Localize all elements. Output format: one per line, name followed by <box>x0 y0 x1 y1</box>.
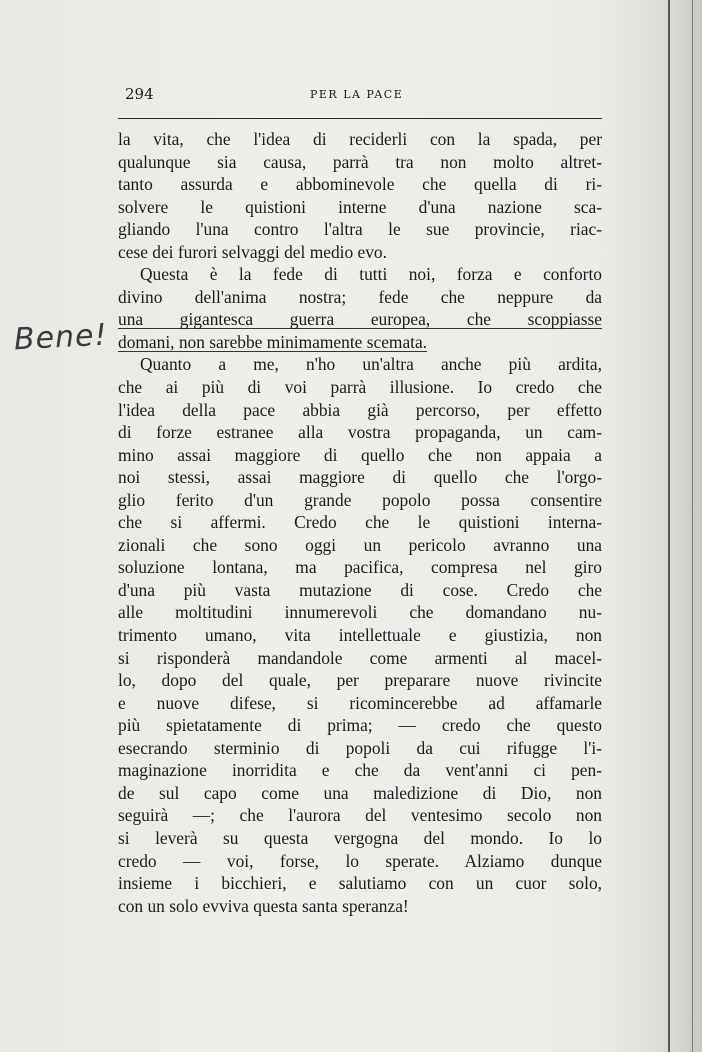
text-line: noi stessi, assai maggiore di quello che l'orgo- <box>118 467 602 488</box>
text-line: gliando l'una contro l'altra le sue provincie, riac- <box>118 219 602 240</box>
text-line: zionali che sono oggi un pericolo avranno una <box>118 534 602 555</box>
text-line: credo — voi, forse, lo sperate. Alziamo dunque <box>118 850 602 871</box>
text-line: la vita, che l'idea di reciderli con la spada, per <box>118 129 602 149</box>
text-line: che ai più di voi parrà illusione. Io credo che <box>118 377 602 398</box>
text-line: e nuove difese, si ricomincerebbe ad affamarle <box>118 692 602 713</box>
body-text <box>118 128 602 917</box>
text-line: maginazione inorridita e che da vent'anni ci pen- <box>118 760 602 781</box>
text-line: esecrando sterminio di popoli da cui rifugge l'i- <box>118 737 602 758</box>
text-line: Quanto a me, n'ho un'altra anche più ardita, <box>140 354 602 375</box>
running-title: PER LA PACE <box>310 88 404 101</box>
page-number: 294 <box>125 85 154 103</box>
page-header <box>125 85 600 109</box>
text-line: glio ferito d'un grande popolo possa consentire <box>118 489 602 510</box>
text-line: solvere le quistioni interne d'una nazione sca- <box>118 196 602 217</box>
underlined-text-line: domani, non sarebbe minimamente scemata. <box>118 331 428 352</box>
text-line: d'una più vasta mutazione di cose. Credo che <box>118 579 602 600</box>
text-line: mino assai maggiore di quello che non appaia a <box>118 444 602 465</box>
header-rule <box>118 118 602 119</box>
text-line: alle moltitudini innumerevoli che domandano nu- <box>118 602 602 623</box>
page-edge-shadow <box>668 0 670 1052</box>
handwritten-margin-note: Bene! <box>13 317 109 358</box>
text-line: più spietatamente di prima; — credo che questo <box>118 715 602 736</box>
text-line: che si affermi. Credo che le quistioni interna- <box>118 512 602 533</box>
text-line: qualunque sia causa, parrà tra non molto altret- <box>118 151 602 172</box>
text-line: si risponderà mandandole come armenti al macel- <box>118 647 602 668</box>
text-line: trimento umano, vita intellettuale e giustizia, non <box>118 625 602 646</box>
text-line: soluzione lontana, ma pacifica, compresa nel giro <box>118 557 602 578</box>
text-line: tanto assurda e abbominevole che quella di ri- <box>118 174 602 195</box>
text-line: insieme i bicchieri, e salutiamo con un cuor solo, <box>118 873 602 894</box>
text-line: divino dell'anima nostra; fede che neppure da <box>118 286 602 307</box>
text-line: si leverà su questa vergogna del mondo. Io lo <box>118 827 602 848</box>
text-line: di forze estranee alla vostra propaganda, un cam- <box>118 422 602 443</box>
page-edge-line <box>692 0 693 1052</box>
text-line: de sul capo come una maledizione di Dio, non <box>118 782 602 803</box>
text-line: con un solo evviva questa santa speranza! <box>118 895 409 916</box>
text-line: lo, dopo del quale, per preparare nuove rivincite <box>118 670 602 691</box>
text-line: cese dei furori selvaggi del medio evo. <box>118 241 387 262</box>
text-line: seguirà —; che l'aurora del ventesimo secolo non <box>118 805 602 826</box>
text-line: l'idea della pace abbia già percorso, per effetto <box>118 399 602 420</box>
underlined-text-line: una gigantesca guerra europea, che scoppiasse <box>118 309 602 330</box>
text-line: Questa è la fede di tutti noi, forza e conforto <box>140 264 602 285</box>
